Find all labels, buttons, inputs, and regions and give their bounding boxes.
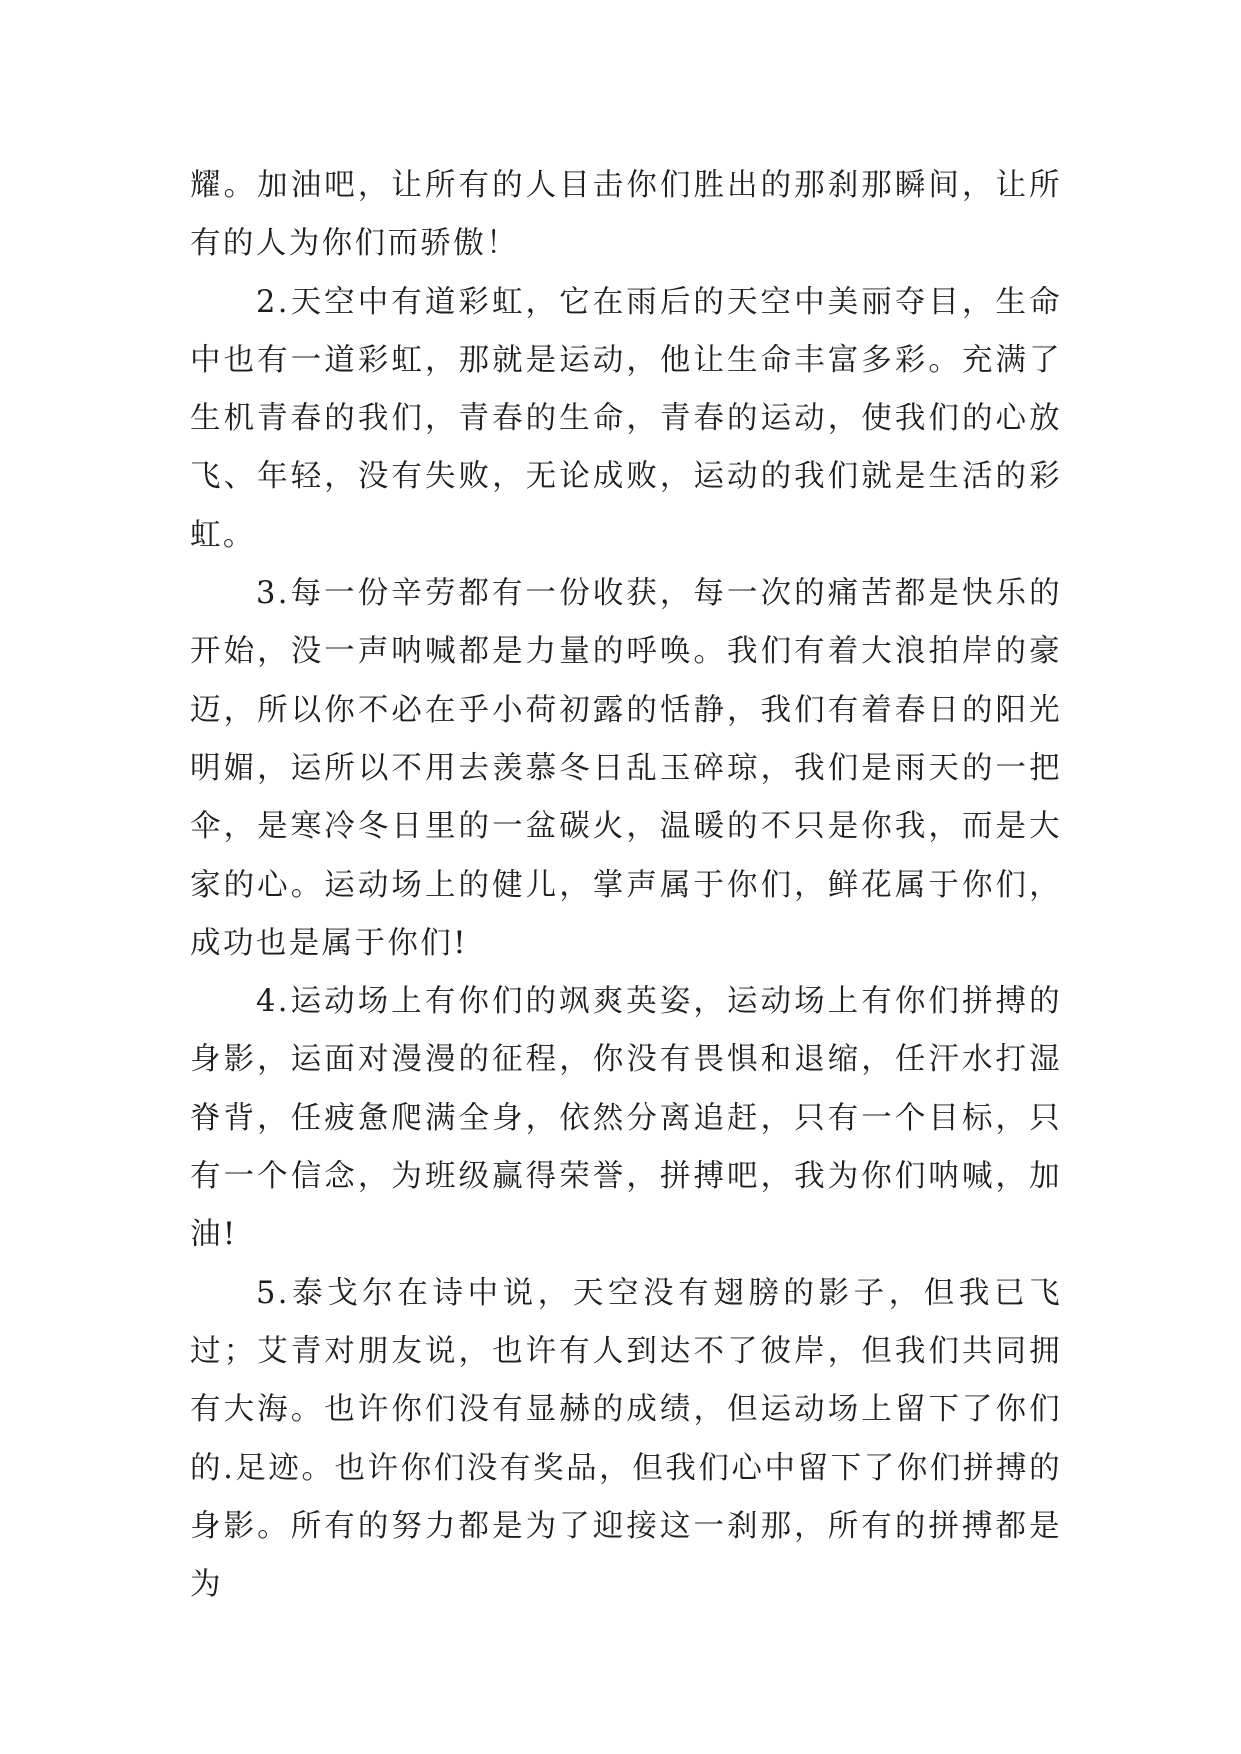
paragraph-3: 3.每一份辛劳都有一份收获，每一次的痛苦都是快乐的开始，没一声呐喊都是力量的呼唤。我们有着大浪拍岸的豪迈，所以你不必在乎小荷初露的恬静，我们有着春日的阳光明媚，运所以不用去羡慕冬日乱玉碎琼，我们是雨天的一把伞，是寒冷冬日里的一盆碳火，温暖的不只是你我，而是大家的心。运动场上的健儿，掌声属于你们，鲜花属于你们，成功也是属于你们!	[190, 576, 1062, 961]
document-body	[190, 157, 1062, 1614]
paragraph-continued: 耀。加油吧，让所有的人目击你们胜出的那刹那瞬间，让所有的人为你们而骄傲！	[190, 168, 1062, 262]
paragraph-4: 4.运动场上有你们的飒爽英姿，运动场上有你们拼搏的身影，运面对漫漫的征程，你没有畏惧和退缩，任汗水打湿脊背，任疲惫爬满全身，依然分离追赶，只有一个目标，只有一个信念，为班级赢得荣誉，拼搏吧，我为你们呐喊，加油!	[190, 984, 1062, 1253]
paragraph-2: 2.天空中有道彩虹，它在雨后的天空中美丽夺目，生命中也有一道彩虹，那就是运动，他让生命丰富多彩。充满了生机青春的我们，青春的生命，青春的运动，使我们的心放飞、年轻，没有失败，无论成败，运动的我们就是生活的彩虹。	[190, 284, 1062, 553]
paragraph-5: 5.泰戈尔在诗中说，天空没有翅膀的影子，但我已飞过；艾青对朋友说，也许有人到达不了彼岸，但我们共同拥有大海。也许你们没有显赫的成绩，但运动场上留下了你们的.足迹。也许你们没有奖品，但我们心中留下了你们拼搏的身影。所有的努力都是为了迎接这一刹那，所有的拼搏都是为	[190, 1275, 1062, 1603]
